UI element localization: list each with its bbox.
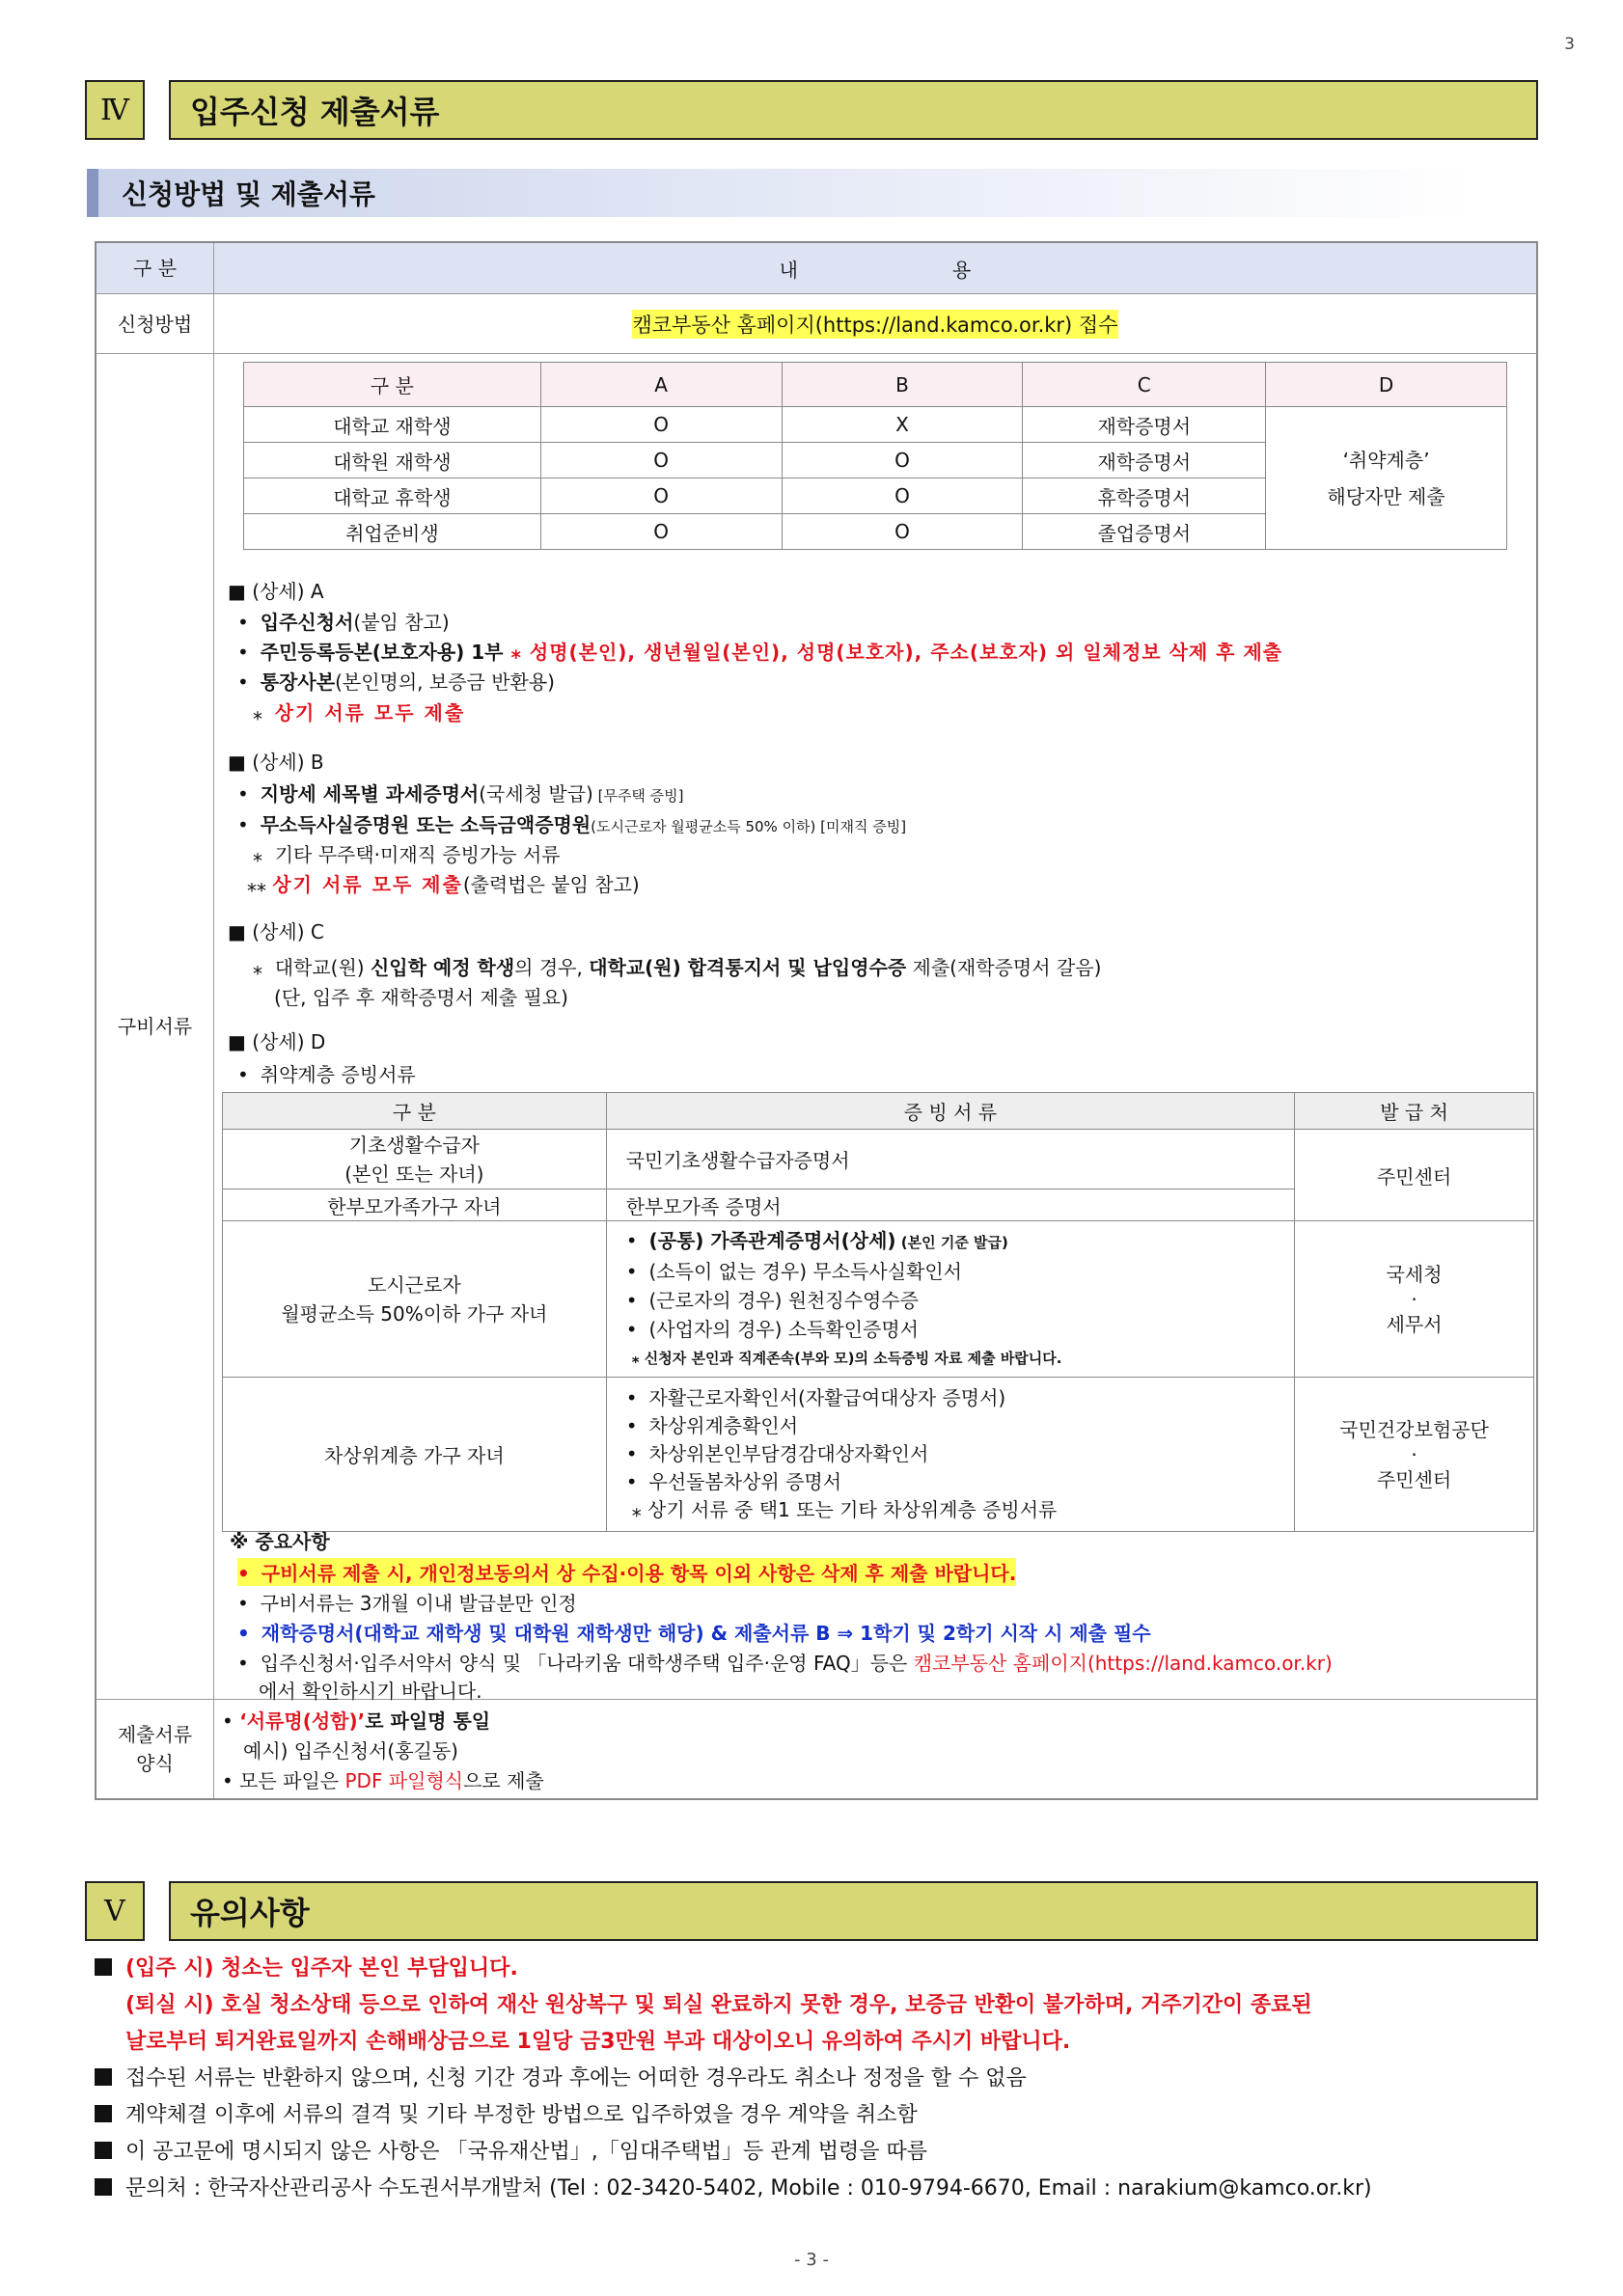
- vuln-row-urban-worker: 도시근로자 월평균소득 50%이하 가구 자녀 • (공통) 가족관계증명서(상세) (본인 기준 발급) • (소득이 없는 경우) 무소득사실확인서 • (근로자의 경우) 원천징수영수증 • (사업자의 경우) 소득확인증명서 ⁎ 신청자 본인과 직계존속(부와 모)의 소득증빙 자료 제출 바랍니다. 국세청 · 세무서: [223, 1221, 1534, 1378]
- detail-a-note: ⁎ 상기 서류 모두 제출: [253, 701, 466, 724]
- status-row: 취업준비생 O O 졸업증명서: [244, 514, 1507, 550]
- status-th-c: C: [1023, 363, 1266, 407]
- detail-a-item-1: • 입주신청서(붙임 참고): [237, 607, 450, 635]
- important-item-4: • 입주신청서·입주서약서 양식 및 「나라키움 대학생주택 입주·운영 FAQ」등은 캠코부동산 홈페이지(https://land.kamco.or.kr): [237, 1648, 1333, 1676]
- note-5: 문의처 : 한국자산관리공사 수도권서부개발처 (Tel : 02-3420-5402, Mobile : 010-9794-6670, Email : narakium@kamco.or.kr): [95, 2171, 1372, 2207]
- format-content: [214, 1700, 1536, 1798]
- vuln-th-docs: 증 빙 서 류: [606, 1093, 1294, 1130]
- note-3: 계약체결 이후에 서류의 결격 및 기타 부정한 방법으로 입주하였을 경우 계약을 취소함: [95, 2097, 1372, 2134]
- vuln-th-issuer: 발 급 처: [1295, 1093, 1534, 1130]
- format-line-1: • ‘서류명(성함)’로 파일명 통일: [222, 1709, 491, 1733]
- vulnerable-table: [222, 1092, 1534, 1532]
- apply-method-label: 신청방법: [96, 294, 214, 353]
- status-row: 대학교 재학생 O X 재학증명서 ‘취약계층’ 해당자만 제출: [244, 407, 1507, 443]
- important-item-4-cont: 에서 확인하시기 바랍니다.: [259, 1680, 482, 1703]
- vuln-row-single-parent: 한부모가족가구 자녀 한부모가족 증명서: [223, 1189, 1534, 1221]
- docs-content: [214, 354, 1536, 1703]
- square-bullet-icon: [95, 2142, 112, 2159]
- status-th-category: 구 분: [244, 363, 541, 407]
- section-4-title: 입주신청 제출서류: [169, 80, 1538, 140]
- docs-label: 구비서류: [96, 354, 214, 1699]
- vuln-th-category: 구 분: [223, 1093, 607, 1130]
- important-title: ※ 중요사항: [230, 1530, 330, 1553]
- detail-b-note-2: ⁎⁎ 상기 서류 모두 제출(출력법은 붙임 참고): [247, 873, 640, 896]
- subheading-bar: [87, 169, 98, 217]
- detail-c-line-1: ⁎ 대학교(원) 신입학 예정 학생의 경우, 대학교(원) 합격통지서 및 납입영수증 제출(재학증명서 갈음): [253, 956, 1102, 979]
- header-category: 구 분: [96, 243, 214, 293]
- detail-b-title: ■ (상세) B: [228, 751, 324, 774]
- status-th-b: B: [782, 363, 1023, 407]
- detail-a-item-3: • 통장사본(본인명의, 보증금 반환용): [237, 667, 555, 695]
- section-5-title: 유의사항: [169, 1881, 1538, 1941]
- format-line-3: • 모든 파일은 PDF 파일형식으로 제출: [222, 1769, 544, 1792]
- status-th-d: D: [1266, 363, 1507, 407]
- main-table-header: [96, 243, 1536, 294]
- square-bullet-icon: [95, 2068, 112, 2086]
- format-label: 제출서류 양식: [96, 1700, 214, 1798]
- format-row: [96, 1700, 1536, 1798]
- subheading-text: 신청방법 및 제출서류: [122, 178, 375, 210]
- square-bullet-icon: [95, 2105, 112, 2122]
- detail-a-title: ■ (상세) A: [228, 580, 324, 603]
- docs-row: [96, 354, 1536, 1703]
- header-content: 내용: [214, 243, 1536, 293]
- status-row: 대학교 휴학생 O O 휴학증명서: [244, 478, 1507, 514]
- detail-c-line-2: (단, 입주 후 재학증명서 제출 필요): [274, 986, 568, 1009]
- detail-d-title: ■ (상세) D: [228, 1030, 326, 1053]
- section-4-number: Ⅳ: [85, 80, 145, 140]
- subheading: [87, 169, 1476, 217]
- important-item-3: • 재학증명서(대학교 재학생 및 대학원 재학생만 해당) & 제출서류 B ⇒ 1학기 및 2학기 시작 시 제출 필수: [237, 1618, 1151, 1646]
- apply-method-row: [96, 294, 1536, 354]
- note-4: 이 공고문에 명시되지 않은 사항은 「국유재산법」,「임대주택법」등 관계 법령을 따름: [95, 2134, 1372, 2171]
- important-item-1: • 구비서류 제출 시, 개인정보동의서 상 수집·이용 항목 이외 사항은 삭제 후 제출 바랍니다.: [237, 1558, 1016, 1586]
- status-th-a: A: [540, 363, 782, 407]
- square-bullet-icon: [95, 2178, 112, 2196]
- detail-d-item: • 취약계층 증빙서류: [237, 1059, 416, 1087]
- vuln-row-near-poverty: 차상위계층 가구 자녀 • 자활근로자확인서(자활급여대상자 증명서) • 차상위계층확인서 • 차상위본인부담경감대상자확인서 • 우선돌봄차상위 증명서 ⁎ 상기 서류 중 택1 또는 기타 차상위계층 증빙서류 국민건강보험공단 · 주민센터: [223, 1378, 1534, 1532]
- detail-a-item-2: • 주민등록등본(보호자용) 1부 ⁎ 성명(본인), 생년월일(본인), 성명(보호자), 주소(보호자) 외 일체정보 삭제 후 제출: [237, 637, 1282, 665]
- detail-b-item-1: • 지방세 세목별 과세증명서(국세청 발급) [무주택 증빙]: [237, 779, 684, 806]
- apply-method-value: 캠코부동산 홈페이지(https://land.kamco.or.kr) 접수: [632, 310, 1117, 339]
- vuln-row-basic: 기초생활수급자 (본인 또는 자녀) 국민기초생활수급자증명서 주민센터: [223, 1130, 1534, 1189]
- important-item-2: • 구비서류는 3개월 이내 발급분만 인정: [237, 1588, 577, 1616]
- note-1: (입주 시) 청소는 입주자 본인 부담입니다.: [95, 1951, 1372, 1987]
- note-2: 접수된 서류는 반환하지 않으며, 신청 기간 경과 후에는 어떠한 경우라도 취소나 정정을 할 수 없음: [95, 2061, 1372, 2097]
- section-5-header: [85, 1881, 1538, 1941]
- format-line-2: 예시) 입주신청서(홍길동): [243, 1739, 458, 1763]
- status-row: 대학원 재학생 O O 재학증명서: [244, 443, 1507, 478]
- status-d-cell: ‘취약계층’ 해당자만 제출: [1266, 407, 1507, 550]
- note-1-cont-1: (퇴실 시) 호실 청소상태 등으로 인하여 재산 원상복구 및 퇴실 완료하지 못한 경우, 보증금 반환이 불가하며, 거주기간이 종료된: [125, 1993, 1312, 2017]
- status-table: [243, 362, 1507, 550]
- page-number-bottom: - 3 -: [794, 2250, 829, 2270]
- section-4-header: [85, 80, 1538, 140]
- detail-b-note-1: ⁎ 기타 무주택·미재직 증빙가능 서류: [253, 843, 561, 866]
- notes-list: [95, 1951, 1372, 2207]
- note-1-cont-2: 날로부터 퇴거완료일까지 손해배상금으로 1일당 금3만원 부과 대상이오니 유의하여 주시기 바랍니다.: [125, 2030, 1071, 2054]
- square-bullet-icon: [95, 1958, 112, 1976]
- section-5-number: Ⅴ: [85, 1881, 145, 1941]
- page-number-top: 3: [1564, 35, 1575, 54]
- detail-b-item-2: • 무소득사실증명원 또는 소득금액증명원(도시근로자 월평균소득 50% 이하) [미재직 증빙]: [237, 809, 906, 837]
- main-table: [95, 241, 1538, 1800]
- detail-c-title: ■ (상세) C: [228, 920, 324, 943]
